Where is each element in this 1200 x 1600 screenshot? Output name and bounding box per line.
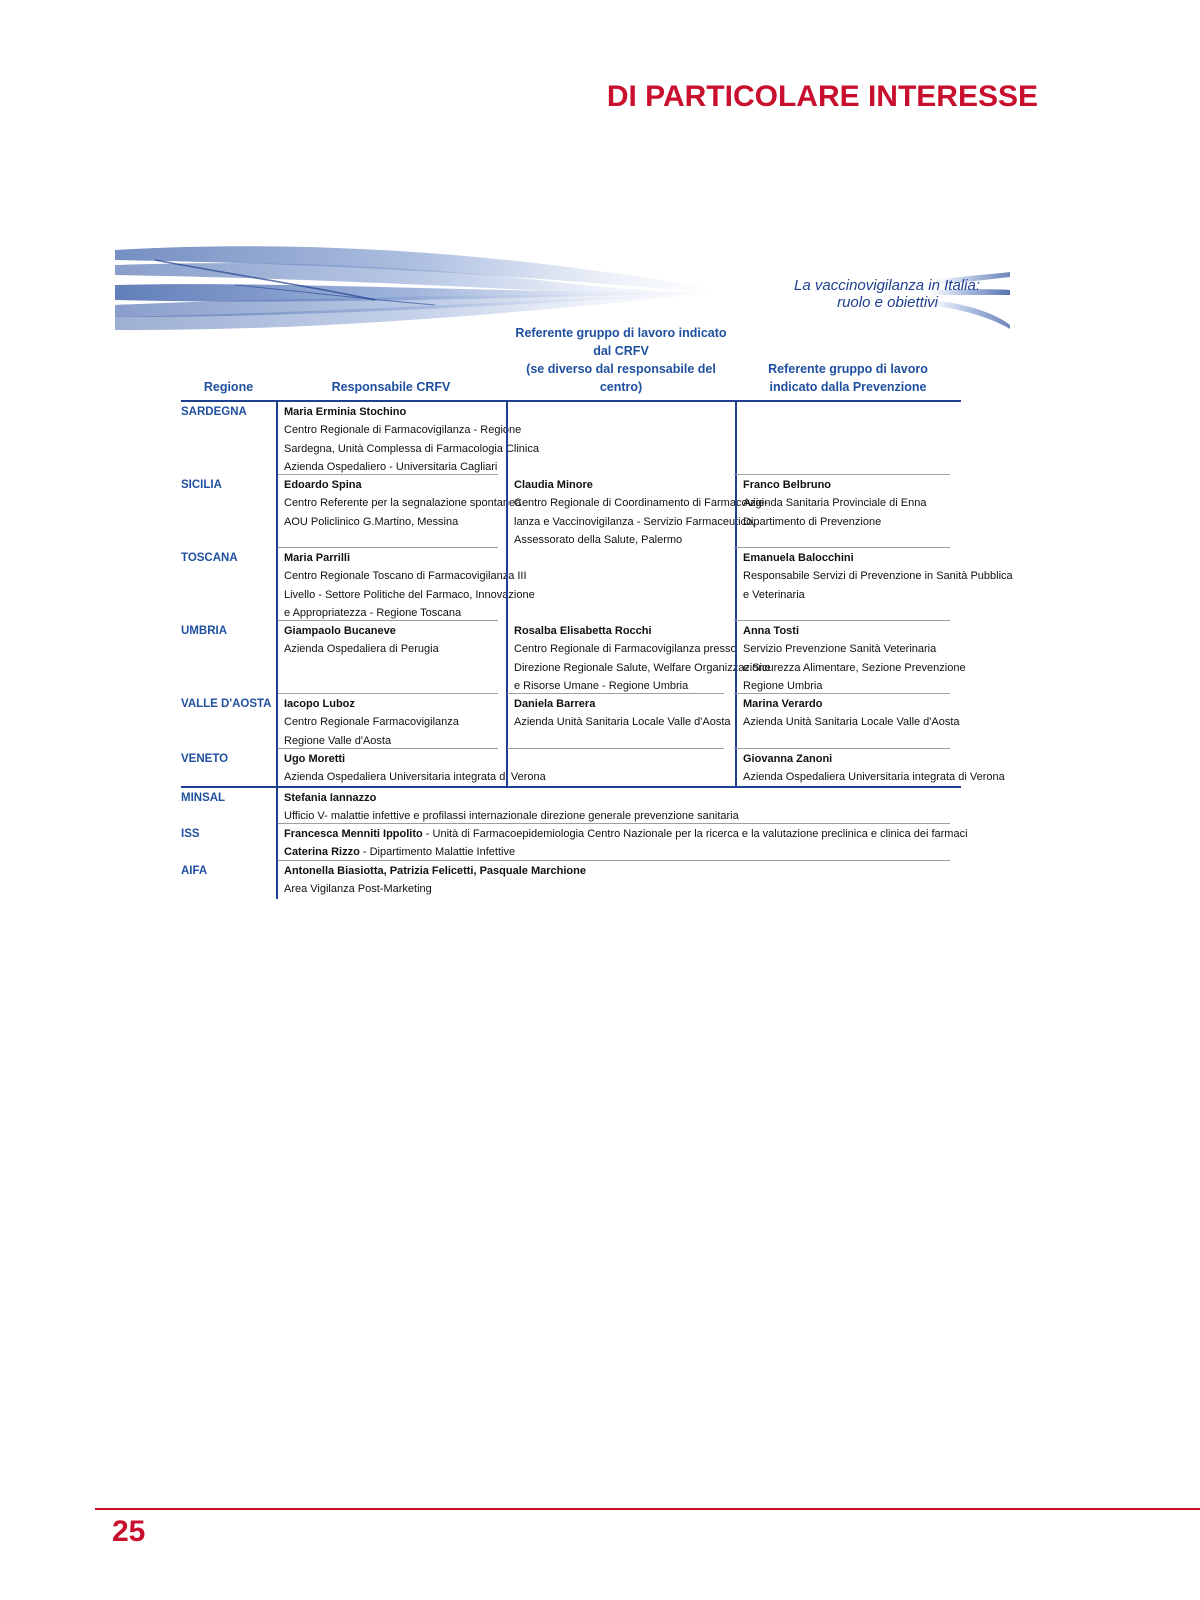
cell-text: AOU Policlinico G.Martino, Messina [284, 515, 459, 528]
person-name: Anna Tosti [743, 625, 800, 637]
cell-text: Regione Valle d'Aosta [284, 734, 392, 747]
cell-text: e Appropriatezza - Regione Toscana [284, 606, 462, 619]
region-cell: SARDEGNA [181, 406, 247, 418]
cell-text: Centro Regionale Toscano di Farmacovigilanza III [284, 570, 527, 583]
cell-text: e Sicurezza Alimentare, Sezione Prevenzione [743, 661, 966, 674]
responsabile-cell [276, 548, 535, 621]
banner-caption-line2: ruolo e obiettivi [837, 294, 938, 311]
column-header-referente-prevenzione-line2: indicato dalla Prevenzione [769, 380, 927, 394]
region-cell: ISS [181, 828, 200, 840]
cell-text: lanza e Vaccinovigilanza - Servizio Farmaceutico, [514, 515, 756, 528]
cell-text: Responsabile Servizi di Prevenzione in Sanità Pubblica [743, 570, 1013, 583]
column-header-referente-crfv [506, 324, 736, 396]
cell-text: Azienda Unità Sanitaria Locale Valle d'Aosta [514, 716, 731, 729]
cell-text: Centro Regionale Farmacovigilanza [284, 716, 459, 729]
cell-text: - Unità di Farmacoepidemiologia Centro Nazionale per la ricerca e la valutazione preclinica e clinica dei farmaci [422, 828, 968, 840]
person-name: Edoardo Spina [284, 479, 362, 491]
cell-text: Azienda Ospedaliera Universitaria integrata di Verona [743, 771, 1005, 784]
footer-rule [95, 1508, 1200, 1510]
person-name: Stefania Iannazzo [284, 792, 377, 804]
column-header-responsabile: Responsabile CRFV [331, 380, 451, 394]
column-header-regione: Regione [203, 380, 254, 394]
column-header-referente-prevenzione-line1: Referente gruppo di lavoro [768, 362, 928, 376]
cell-text: Centro Referente per la segnalazione spontanea [284, 497, 522, 510]
person-name: Marina Verardo [743, 698, 823, 710]
person-name: Antonella Biasiotta, Patrizia Felicetti, Pasquale Marchione [284, 865, 586, 877]
referente-crfv-cell [506, 402, 735, 475]
table-row [181, 749, 1005, 786]
referente-crfv-cell [506, 694, 735, 749]
cell-text: Dipartimento di Prevenzione [743, 515, 882, 528]
cell-text: Centro Regionale di Coordinamento di Farmacovigi- [514, 497, 768, 510]
region-cell: TOSCANA [181, 552, 238, 564]
cell-text: e Veterinaria [743, 588, 805, 601]
column-header-referente-prevenzione [735, 360, 961, 396]
column-header-referente-crfv-line1: Referente gruppo di lavoro indicato dal CRFV [515, 326, 727, 358]
table-row [181, 548, 1013, 621]
page-number: 25 [112, 1515, 146, 1548]
person-name: Giovanna Zanoni [743, 753, 833, 765]
region-cell: VENETO [181, 753, 229, 765]
person-name: Iacopo Luboz [284, 698, 355, 710]
referente-prevenzione-cell [735, 749, 1005, 786]
person-name: Ugo Moretti [284, 753, 346, 765]
region-cell: SICILIA [181, 479, 222, 491]
institution-cell [276, 861, 961, 899]
cell-text: Azienda Sanitaria Provinciale di Enna [743, 497, 927, 510]
cell-text: Azienda Ospedaliero - Universitaria Cagliari [284, 460, 498, 473]
cell-text: Centro Regionale di Farmacovigilanza presso [514, 643, 737, 656]
responsabile-cell [276, 749, 546, 786]
table-row [181, 694, 961, 749]
referente-crfv-cell [506, 475, 768, 548]
banner-caption-line1: La vaccinovigilanza in Italia: [794, 277, 980, 294]
person-name: Rosalba Elisabetta Rocchi [514, 625, 652, 637]
cell-text: - Dipartimento Malattie Infettive [359, 846, 516, 859]
cell-text [284, 825, 968, 843]
region-cell: VALLE D'AOSTA [181, 698, 272, 710]
responsabile-cell [276, 402, 539, 475]
column-header-referente-crfv-line2: (se diverso dal responsabile del centro) [526, 362, 716, 394]
person-name: Maria Erminia Stochino [284, 406, 407, 418]
banner-caption [700, 277, 980, 311]
cell-text: Livello - Settore Politiche del Farmaco, Innovazione [284, 588, 535, 601]
cell-text: Azienda Unità Sanitaria Locale Valle d'Aosta [743, 716, 960, 729]
cell-text: Regione Umbria [743, 679, 823, 692]
referente-prevenzione-cell [735, 475, 961, 548]
person-name: Claudia Minore [514, 479, 593, 491]
table-header [181, 326, 961, 402]
referente-prevenzione-cell [735, 621, 966, 694]
table-row [181, 621, 966, 694]
referente-prevenzione-cell [735, 694, 961, 749]
referents-table [181, 326, 1013, 899]
region-cell: MINSAL [181, 792, 226, 804]
cell-text: Azienda Ospedaliera di Perugia [284, 643, 439, 656]
cell-text: Sardegna, Unità Complessa di Farmacologia Clinica [284, 442, 539, 455]
institution-cell [276, 788, 961, 824]
person-name: Maria Parrilli [284, 552, 351, 564]
cell-text [284, 843, 957, 861]
cell-text: Centro Regionale di Farmacovigilanza - Regione [284, 424, 522, 437]
referente-prevenzione-cell [735, 548, 1013, 621]
cell-text: Ufficio V- malattie infettive e profilassi internazionale direzione generale prevenzione sanitaria [284, 810, 739, 823]
referente-crfv-cell [506, 749, 735, 786]
table-row [181, 475, 961, 548]
person-name: Caterina Rizzo [284, 846, 360, 859]
section-title: DI PARTICOLARE INTERESSE [606, 80, 1038, 113]
person-name: Daniela Barrera [514, 698, 596, 710]
referente-prevenzione-cell [735, 402, 961, 475]
cell-text: Direzione Regionale Salute, Welfare Organizzazione [514, 661, 771, 674]
cell-text: e Risorse Umane - Regione Umbria [514, 679, 689, 692]
referente-crfv-cell [506, 548, 735, 621]
referente-crfv-cell [506, 621, 771, 694]
person-name: Franco Belbruno [743, 479, 832, 491]
person-name: Francesca Menniti Ippolito [284, 828, 423, 840]
table-row [181, 824, 968, 861]
cell-text: Azienda Ospedaliera Universitaria integrata di Verona [284, 771, 546, 784]
cell-text: Area Vigilanza Post-Marketing [284, 883, 432, 896]
table-row [181, 861, 961, 899]
responsabile-cell [276, 475, 522, 548]
cell-text: Servizio Prevenzione Sanità Veterinaria [743, 643, 937, 656]
person-name: Giampaolo Bucaneve [284, 625, 396, 637]
region-cell: AIFA [181, 865, 208, 877]
table-row [181, 402, 961, 475]
institution-cell [276, 824, 968, 861]
responsabile-cell [276, 694, 506, 749]
region-cell: UMBRIA [181, 625, 227, 637]
cell-text: Assessorato della Salute, Palermo [514, 533, 683, 546]
person-name: Emanuela Balocchini [743, 552, 854, 564]
table-row [181, 786, 961, 824]
responsabile-cell [276, 621, 506, 694]
